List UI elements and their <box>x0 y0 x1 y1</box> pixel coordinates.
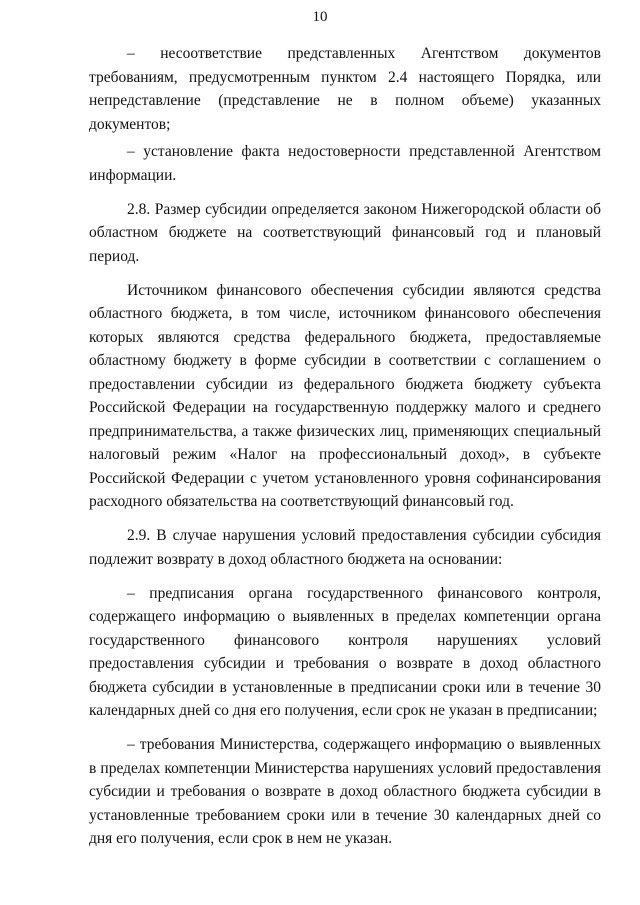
paragraph-2-8-subsidy-size: 2.8. Размер субсидии определяется законом Нижегородской области об областном бюджете на соответствующий финансовый год и плановый период. <box>89 200 601 265</box>
document-body <box>89 42 601 861</box>
paragraph-inaccurate-information: – установление факта недостоверности представленной Агентством информации. <box>89 143 601 184</box>
paragraph-ministry-requirement: – требования Министерства, содержащего информацию о выявленных в пределах компетенции Министерства нарушениях условий предоставления субсидии и требования о возврате в доход областного бюджета субсидии в установленные требованием сроки или в течение 30 календарных дней со дня его получения, если срок в нем не указан. <box>89 736 601 847</box>
paragraph-nonconformity-documents: – несоответствие представленных Агентством документов требованиям, предусмотренным пунктом 2.4 настоящего Порядка, или непредставление (представление не в полном объеме) указанных документов; <box>89 45 601 133</box>
paragraph-funding-source: Источником финансового обеспечения субсидии являются средства областного бюджета, в том числе, источником финансового обеспечения которых являются средства федерального бюджета, предоставляемые областному бюджету в форме субсидии в соответствии с соглашением о предоставлении субсидии из федерального бюджета бюджету субъекта Российской Федерации на государственную поддержку малого и среднего предпринимательства, а также физических лиц, применяющих специальный налоговый режим «Налог на профессиональный доход», в субъекте Российской Федерации с учетом установленного уровня софинансирования расходного обязательства на соответствующий финансовый год. <box>89 281 601 510</box>
page-number: 10 <box>312 9 328 25</box>
paragraph-2-9-subsidy-return: 2.9. В случае нарушения условий предоставления субсидии субсидия подлежит возврату в доход областного бюджета на основании: <box>89 527 601 568</box>
paragraph-control-order: – предписания органа государственного финансового контроля, содержащего информацию о выявленных в пределах компетенции органа государственного финансового контроля нарушениях условий предоставления субсидии и требования о возврате в доход областного бюджета субсидии в установленные в предписании сроки или в течение 30 календарных дней со дня его получения, если срок не указан в предписании; <box>89 584 601 719</box>
